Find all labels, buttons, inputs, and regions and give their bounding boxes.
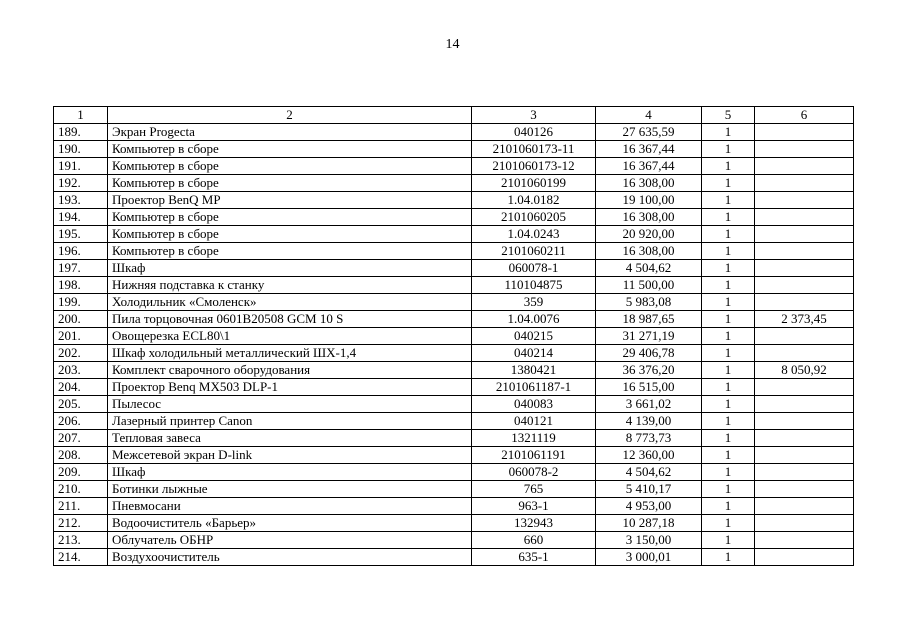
item-cost: 29 406,78 xyxy=(596,345,702,362)
item-extra-value xyxy=(755,158,854,175)
inventory-code: 1.04.0243 xyxy=(472,226,596,243)
inventory-code: 2101061191 xyxy=(472,447,596,464)
item-name: Межсетевой экран D-link xyxy=(108,447,472,464)
item-extra-value xyxy=(755,345,854,362)
table-row xyxy=(54,515,854,532)
item-cost: 36 376,20 xyxy=(596,362,702,379)
item-extra-value xyxy=(755,141,854,158)
row-number: 206. xyxy=(54,413,108,430)
item-extra-value xyxy=(755,294,854,311)
item-name: Компьютер в сборе xyxy=(108,141,472,158)
table-row xyxy=(54,345,854,362)
item-quantity: 1 xyxy=(702,294,755,311)
row-number: 192. xyxy=(54,175,108,192)
item-cost: 16 308,00 xyxy=(596,209,702,226)
item-name: Овощерезка ECL80\1 xyxy=(108,328,472,345)
item-cost: 16 367,44 xyxy=(596,141,702,158)
item-extra-value xyxy=(755,124,854,141)
item-cost: 8 773,73 xyxy=(596,430,702,447)
table-row xyxy=(54,549,854,566)
table-row xyxy=(54,379,854,396)
item-cost: 16 367,44 xyxy=(596,158,702,175)
item-cost: 3 150,00 xyxy=(596,532,702,549)
item-cost: 3 000,01 xyxy=(596,549,702,566)
item-quantity: 1 xyxy=(702,175,755,192)
row-number: 210. xyxy=(54,481,108,498)
header-row xyxy=(54,107,854,124)
item-extra-value xyxy=(755,243,854,260)
item-extra-value xyxy=(755,328,854,345)
item-cost: 5 983,08 xyxy=(596,294,702,311)
item-extra-value xyxy=(755,430,854,447)
inventory-code: 132943 xyxy=(472,515,596,532)
item-quantity: 1 xyxy=(702,277,755,294)
inventory-code: 765 xyxy=(472,481,596,498)
table-row xyxy=(54,464,854,481)
item-cost: 16 308,00 xyxy=(596,175,702,192)
column-header-6: 6 xyxy=(755,107,854,124)
item-name: Компьютер в сборе xyxy=(108,175,472,192)
inventory-code: 635-1 xyxy=(472,549,596,566)
table-row xyxy=(54,413,854,430)
inventory-code: 2101060205 xyxy=(472,209,596,226)
item-cost: 5 410,17 xyxy=(596,481,702,498)
item-name: Пылесос xyxy=(108,396,472,413)
table-row xyxy=(54,396,854,413)
item-cost: 27 635,59 xyxy=(596,124,702,141)
item-quantity: 1 xyxy=(702,430,755,447)
inventory-code: 2101060211 xyxy=(472,243,596,260)
table-header xyxy=(54,107,854,124)
item-extra-value xyxy=(755,481,854,498)
table-row xyxy=(54,158,854,175)
item-name: Компьютер в сборе xyxy=(108,243,472,260)
item-cost: 18 987,65 xyxy=(596,311,702,328)
item-extra-value xyxy=(755,515,854,532)
row-number: 208. xyxy=(54,447,108,464)
item-quantity: 1 xyxy=(702,532,755,549)
item-name: Комплект сварочного оборудования xyxy=(108,362,472,379)
inventory-code: 359 xyxy=(472,294,596,311)
row-number: 205. xyxy=(54,396,108,413)
item-quantity: 1 xyxy=(702,328,755,345)
row-number: 193. xyxy=(54,192,108,209)
inventory-code: 660 xyxy=(472,532,596,549)
item-name: Облучатель ОБНР xyxy=(108,532,472,549)
item-quantity: 1 xyxy=(702,141,755,158)
item-quantity: 1 xyxy=(702,498,755,515)
item-name: Экран Progecta xyxy=(108,124,472,141)
item-quantity: 1 xyxy=(702,124,755,141)
row-number: 202. xyxy=(54,345,108,362)
item-extra-value xyxy=(755,379,854,396)
table-row xyxy=(54,277,854,294)
item-cost: 19 100,00 xyxy=(596,192,702,209)
item-name: Холодильник «Смоленск» xyxy=(108,294,472,311)
inventory-table xyxy=(53,106,854,566)
item-name: Шкаф холодильный металлический ШХ-1,4 xyxy=(108,345,472,362)
row-number: 207. xyxy=(54,430,108,447)
item-quantity: 1 xyxy=(702,192,755,209)
inventory-code: 040214 xyxy=(472,345,596,362)
item-cost: 16 308,00 xyxy=(596,243,702,260)
column-header-2: 2 xyxy=(108,107,472,124)
table-row xyxy=(54,311,854,328)
row-number: 191. xyxy=(54,158,108,175)
row-number: 214. xyxy=(54,549,108,566)
item-name: Нижняя подставка к станку xyxy=(108,277,472,294)
item-name: Компьютер в сборе xyxy=(108,209,472,226)
item-name: Шкаф xyxy=(108,464,472,481)
row-number: 200. xyxy=(54,311,108,328)
item-quantity: 1 xyxy=(702,260,755,277)
row-number: 194. xyxy=(54,209,108,226)
item-extra-value xyxy=(755,192,854,209)
inventory-code: 2101060199 xyxy=(472,175,596,192)
item-quantity: 1 xyxy=(702,362,755,379)
inventory-code: 1321119 xyxy=(472,430,596,447)
item-name: Проектор BenQ MP xyxy=(108,192,472,209)
table-row xyxy=(54,328,854,345)
row-number: 204. xyxy=(54,379,108,396)
table-row xyxy=(54,532,854,549)
item-name: Пила торцовочная 0601B20508 GCM 10 S xyxy=(108,311,472,328)
inventory-code: 040215 xyxy=(472,328,596,345)
table-row xyxy=(54,447,854,464)
item-quantity: 1 xyxy=(702,311,755,328)
column-header-5: 5 xyxy=(702,107,755,124)
item-cost: 10 287,18 xyxy=(596,515,702,532)
table-row xyxy=(54,141,854,158)
item-extra-value xyxy=(755,413,854,430)
item-extra-value xyxy=(755,260,854,277)
table-row xyxy=(54,498,854,515)
item-quantity: 1 xyxy=(702,379,755,396)
column-header-1: 1 xyxy=(54,107,108,124)
item-cost: 12 360,00 xyxy=(596,447,702,464)
inventory-code: 963-1 xyxy=(472,498,596,515)
row-number: 211. xyxy=(54,498,108,515)
item-extra-value xyxy=(755,396,854,413)
item-extra-value: 8 050,92 xyxy=(755,362,854,379)
item-extra-value xyxy=(755,549,854,566)
item-cost: 3 661,02 xyxy=(596,396,702,413)
inventory-code: 040083 xyxy=(472,396,596,413)
table-row xyxy=(54,209,854,226)
item-extra-value xyxy=(755,277,854,294)
column-header-4: 4 xyxy=(596,107,702,124)
row-number: 212. xyxy=(54,515,108,532)
item-cost: 4 504,62 xyxy=(596,260,702,277)
row-number: 209. xyxy=(54,464,108,481)
table-row xyxy=(54,294,854,311)
inventory-code: 060078-2 xyxy=(472,464,596,481)
table-row xyxy=(54,243,854,260)
item-extra-value xyxy=(755,532,854,549)
item-cost: 16 515,00 xyxy=(596,379,702,396)
item-extra-value xyxy=(755,209,854,226)
item-quantity: 1 xyxy=(702,226,755,243)
row-number: 197. xyxy=(54,260,108,277)
inventory-code: 1380421 xyxy=(472,362,596,379)
inventory-code: 040121 xyxy=(472,413,596,430)
item-name: Ботинки лыжные xyxy=(108,481,472,498)
item-name: Тепловая завеса xyxy=(108,430,472,447)
item-cost: 20 920,00 xyxy=(596,226,702,243)
item-name: Компьютер в сборе xyxy=(108,226,472,243)
row-number: 198. xyxy=(54,277,108,294)
item-extra-value xyxy=(755,447,854,464)
item-cost: 4 504,62 xyxy=(596,464,702,481)
row-number: 213. xyxy=(54,532,108,549)
table-row xyxy=(54,260,854,277)
column-header-3: 3 xyxy=(472,107,596,124)
item-cost: 4 953,00 xyxy=(596,498,702,515)
item-extra-value: 2 373,45 xyxy=(755,311,854,328)
inventory-code: 060078-1 xyxy=(472,260,596,277)
item-quantity: 1 xyxy=(702,464,755,481)
inventory-code: 2101060173-11 xyxy=(472,141,596,158)
row-number: 196. xyxy=(54,243,108,260)
item-name: Компьютер в сборе xyxy=(108,158,472,175)
table-row xyxy=(54,124,854,141)
row-number: 203. xyxy=(54,362,108,379)
table-body xyxy=(54,124,854,566)
item-quantity: 1 xyxy=(702,549,755,566)
inventory-code: 1.04.0076 xyxy=(472,311,596,328)
row-number: 190. xyxy=(54,141,108,158)
table-row xyxy=(54,226,854,243)
item-extra-value xyxy=(755,175,854,192)
item-name: Пневмосани xyxy=(108,498,472,515)
table-row xyxy=(54,192,854,209)
table-row xyxy=(54,175,854,192)
row-number: 189. xyxy=(54,124,108,141)
item-quantity: 1 xyxy=(702,481,755,498)
item-cost: 4 139,00 xyxy=(596,413,702,430)
inventory-code: 1.04.0182 xyxy=(472,192,596,209)
item-quantity: 1 xyxy=(702,396,755,413)
item-name: Лазерный принтер Canon xyxy=(108,413,472,430)
item-quantity: 1 xyxy=(702,209,755,226)
item-extra-value xyxy=(755,464,854,481)
page-number: 14 xyxy=(445,37,460,52)
item-quantity: 1 xyxy=(702,447,755,464)
item-name: Шкаф xyxy=(108,260,472,277)
item-quantity: 1 xyxy=(702,345,755,362)
item-quantity: 1 xyxy=(702,158,755,175)
table-row xyxy=(54,362,854,379)
inventory-code: 110104875 xyxy=(472,277,596,294)
item-name: Воздухоочиститель xyxy=(108,549,472,566)
item-name: Проектор Benq MX503 DLP-1 xyxy=(108,379,472,396)
inventory-code: 2101061187-1 xyxy=(472,379,596,396)
row-number: 201. xyxy=(54,328,108,345)
item-quantity: 1 xyxy=(702,413,755,430)
inventory-code: 2101060173-12 xyxy=(472,158,596,175)
table-row xyxy=(54,430,854,447)
row-number: 199. xyxy=(54,294,108,311)
item-cost: 11 500,00 xyxy=(596,277,702,294)
item-extra-value xyxy=(755,498,854,515)
item-extra-value xyxy=(755,226,854,243)
item-quantity: 1 xyxy=(702,243,755,260)
item-name: Водоочиститель «Барьер» xyxy=(108,515,472,532)
table-row xyxy=(54,481,854,498)
item-quantity: 1 xyxy=(702,515,755,532)
row-number: 195. xyxy=(54,226,108,243)
inventory-code: 040126 xyxy=(472,124,596,141)
item-cost: 31 271,19 xyxy=(596,328,702,345)
